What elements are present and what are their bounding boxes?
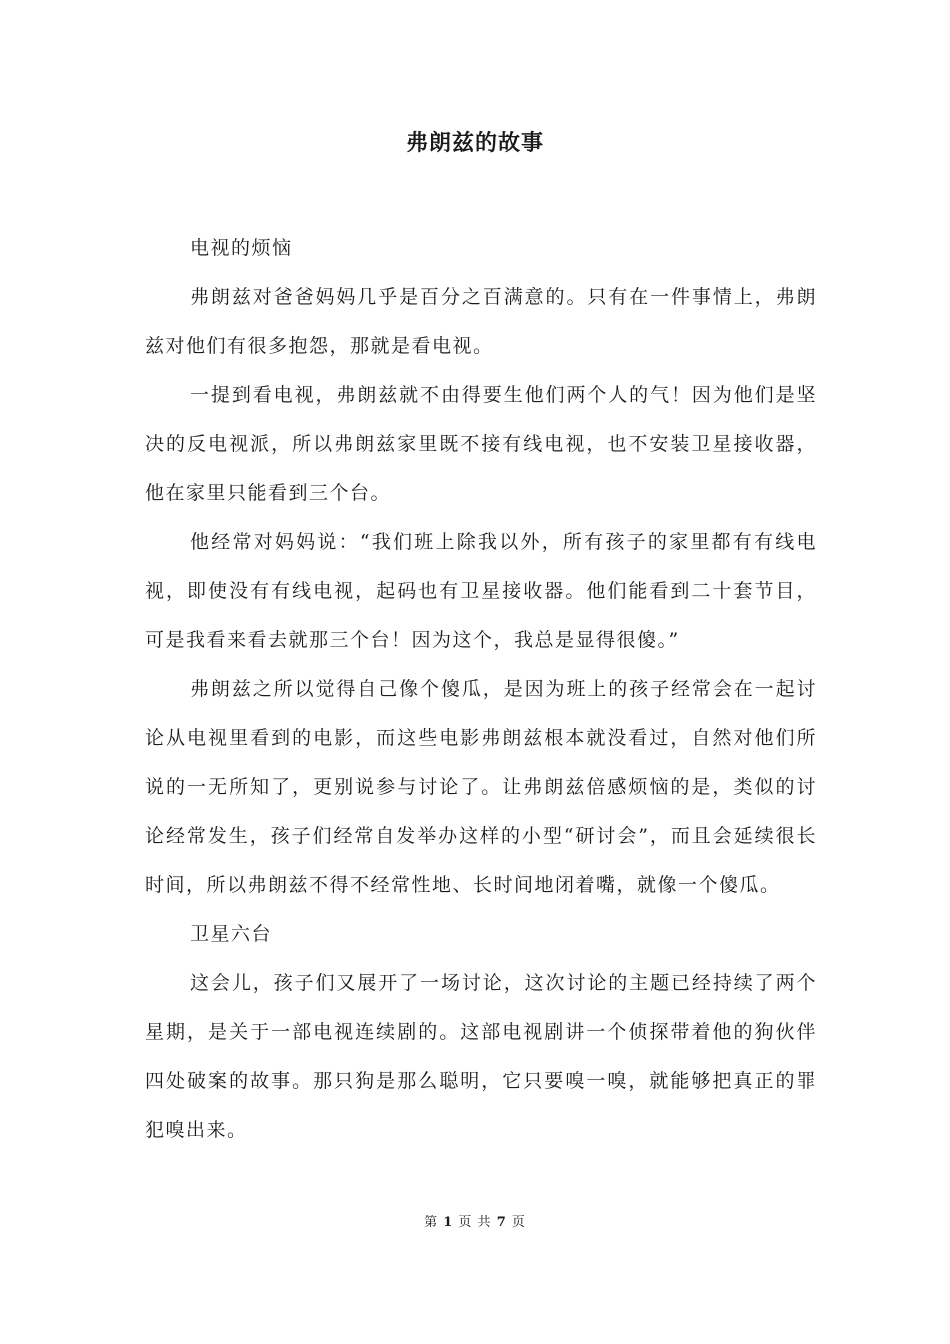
document-body (145, 224, 817, 1155)
section-heading: 卫星六台 (190, 923, 273, 945)
paragraph: 弗朗兹之所以觉得自己像个傻瓜，是因为班上的孩子经常会在一起讨论从电视里看到的电影，而这些电影弗朗兹根本就没看过，自然对他们所说的一无所知了，更别说参与讨论了。让弗朗兹倍感烦恼的是，类似的讨论经常发生，孩子们经常自发举办这样的小型“研讨会”，而且会延续很长时间，所以弗朗兹不得不经常性地、长时间地闭着嘴，就像一个傻瓜。 (145, 678, 817, 896)
paragraph: 这会儿，孩子们又展开了一场讨论，这次讨论的主题已经持续了两个星期，是关于一部电视连续剧的。这部电视剧讲一个侦探带着他的狗伙伴四处破案的故事。那只狗是那么聪明，它只要嗅一嗅，就能够把真正的罪犯嗅出来。 (145, 972, 817, 1141)
footer-page-number: 1 (443, 1215, 454, 1230)
footer-middle: 页 共 (458, 1215, 492, 1230)
footer-suffix: 页 (511, 1215, 526, 1230)
section-heading: 电视的烦恼 (190, 237, 293, 259)
paragraph: 弗朗兹对爸爸妈妈几乎是百分之百满意的。只有在一件事情上，弗朗兹对他们有很多抱怨，那就是看电视。 (145, 286, 817, 357)
paragraph: 他经常对妈妈说：“我们班上除我以外，所有孩子的家里都有有线电视，即使没有有线电视，起码也有卫星接收器。他们能看到二十套节目，可是我看来看去就那三个台！因为这个，我总是显得很傻。” (145, 531, 817, 651)
paragraph: 一提到看电视，弗朗兹就不由得要生他们两个人的气！因为他们是坚决的反电视派，所以弗朗兹家里既不接有线电视，也不安装卫星接收器，他在家里只能看到三个台。 (145, 384, 817, 504)
document-title: 弗朗兹的故事 (405, 130, 544, 156)
footer-prefix: 第 (424, 1215, 439, 1230)
page-footer (0, 1213, 950, 1233)
footer-total-pages: 7 (496, 1215, 507, 1230)
